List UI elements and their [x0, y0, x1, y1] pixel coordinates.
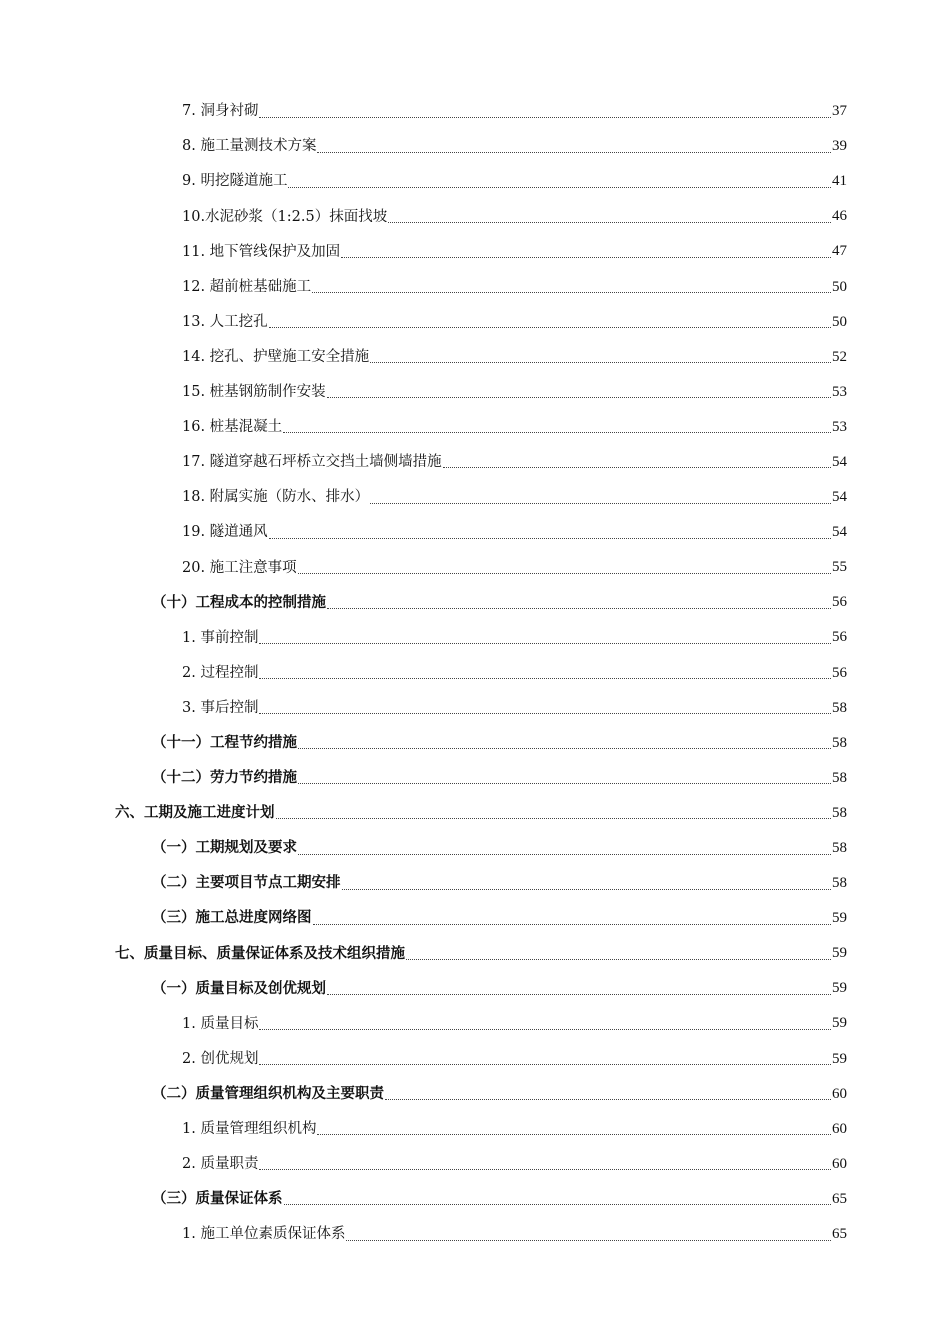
toc-page-number: 50 [832, 278, 847, 295]
toc-entry[interactable] [0, 726, 950, 761]
toc-page-number: 58 [832, 734, 847, 751]
toc-entry-title: 12. 超前桩基础施工 [182, 278, 312, 295]
toc-page-number: 46 [832, 208, 847, 225]
toc-page-number: 52 [832, 348, 847, 365]
toc-entry-title: 16. 桩基混凝土 [182, 419, 283, 436]
toc-page-number: 58 [832, 699, 847, 716]
toc-page-number: 56 [832, 664, 847, 681]
toc-entry[interactable] [0, 164, 950, 199]
toc-entry-title: （二）主要项目节点工期安排 [152, 874, 341, 892]
toc-dot-leader [406, 958, 831, 960]
toc-entry-title: （三）施工总进度网络图 [152, 909, 312, 927]
toc-page-number: 59 [832, 910, 847, 927]
toc-entry[interactable] [0, 656, 950, 691]
toc-entry-title: 14. 挖孔、护壁施工安全措施 [182, 348, 370, 365]
toc-page-number: 65 [832, 1226, 847, 1243]
toc-entry[interactable] [0, 410, 950, 445]
toc-entry[interactable] [0, 234, 950, 269]
toc-page-number: 59 [832, 945, 847, 962]
toc-page-number: 54 [832, 489, 847, 506]
toc-entry[interactable] [0, 340, 950, 375]
toc-entry[interactable] [0, 480, 950, 515]
toc-page-number: 37 [832, 103, 847, 120]
toc-entry-title: 15. 桩基钢筋制作安装 [182, 384, 326, 401]
toc-dot-leader [259, 1063, 831, 1065]
toc-page-number: 58 [832, 804, 847, 821]
toc-dot-leader [269, 537, 831, 539]
toc-entry-title: 2. 质量职责 [182, 1156, 259, 1173]
toc-entry[interactable] [0, 129, 950, 164]
toc-entry[interactable] [0, 761, 950, 796]
toc-dot-leader [259, 712, 831, 714]
toc-page-number: 58 [832, 840, 847, 857]
toc-entry[interactable] [0, 831, 950, 866]
toc-entry-title: （一）质量目标及创优规划 [152, 979, 326, 997]
toc-dot-leader [259, 1028, 831, 1030]
toc-page-number: 53 [832, 418, 847, 435]
toc-page-number: 50 [832, 313, 847, 330]
toc-entry[interactable] [0, 971, 950, 1006]
toc-entry-title: 7. 洞身衬砌 [182, 103, 259, 120]
toc-page-number: 54 [832, 524, 847, 541]
toc-entry-title: 七、质量目标、质量保证体系及技术组织措施 [115, 944, 405, 962]
toc-entry[interactable] [0, 269, 950, 304]
toc-dot-leader [298, 853, 831, 855]
toc-entry-title: 1. 事前控制 [182, 629, 259, 646]
toc-entry-title: 1. 质量管理组织机构 [182, 1121, 317, 1138]
toc-entry-title: 9. 明挖隧道施工 [182, 173, 288, 190]
toc-entry-title: 11. 地下管线保护及加固 [182, 243, 341, 260]
toc-page-number: 59 [832, 980, 847, 997]
toc-entry[interactable] [0, 866, 950, 901]
toc-dot-leader [259, 642, 831, 644]
toc-page-number: 60 [832, 1085, 847, 1102]
toc-page-number: 54 [832, 453, 847, 470]
toc-page-number: 60 [832, 1120, 847, 1137]
toc-entry-title: 8. 施工量测技术方案 [182, 138, 317, 155]
toc-entry-title: 1. 施工单位素质保证体系 [182, 1226, 346, 1243]
toc-entry[interactable] [0, 1217, 950, 1252]
toc-entry[interactable] [0, 1147, 950, 1182]
toc-entry[interactable] [0, 1006, 950, 1041]
toc-dot-leader [298, 572, 831, 574]
toc-entry-title: 2. 过程控制 [182, 664, 259, 681]
toc-dot-leader [342, 888, 832, 890]
toc-dot-leader [284, 1203, 832, 1205]
toc-entry[interactable] [0, 199, 950, 234]
toc-entry[interactable] [0, 585, 950, 620]
toc-page-number: 47 [832, 243, 847, 260]
toc-dot-leader [269, 326, 831, 328]
toc-entry-title: （二）质量管理组织机构及主要职责 [152, 1084, 384, 1102]
toc-entry-title: 13. 人工挖孔 [182, 313, 268, 330]
toc-entry[interactable] [0, 375, 950, 410]
toc-dot-leader [259, 677, 831, 679]
toc-dot-leader [388, 221, 831, 223]
toc-entry[interactable] [0, 620, 950, 655]
toc-page-number: 60 [832, 1155, 847, 1172]
table-of-contents [0, 94, 950, 1252]
toc-dot-leader [346, 1239, 831, 1241]
toc-entry-title: 10.水泥砂浆（1:2.5）抹面找坡 [182, 208, 388, 225]
toc-page-number: 59 [832, 1050, 847, 1067]
toc-entry[interactable] [0, 305, 950, 340]
toc-entry-title: （三）质量保证体系 [152, 1190, 283, 1208]
toc-entry[interactable] [0, 445, 950, 480]
toc-dot-leader [259, 1168, 831, 1170]
toc-dot-leader [313, 923, 832, 925]
toc-entry[interactable] [0, 550, 950, 585]
toc-page-number: 58 [832, 769, 847, 786]
toc-entry-title: 六、工期及施工进度计划 [115, 804, 275, 822]
toc-page-number: 56 [832, 629, 847, 646]
toc-dot-leader [283, 431, 831, 433]
toc-entry[interactable] [0, 1077, 950, 1112]
toc-entry[interactable] [0, 796, 950, 831]
toc-page-number: 56 [832, 594, 847, 611]
toc-entry[interactable] [0, 691, 950, 726]
toc-entry-title: 3. 事后控制 [182, 699, 259, 716]
toc-dot-leader [327, 396, 831, 398]
toc-entry-title: （十一）工程节约措施 [152, 733, 297, 751]
toc-dot-leader [317, 1133, 831, 1135]
toc-entry[interactable] [0, 901, 950, 936]
toc-page-number: 58 [832, 875, 847, 892]
toc-page-number: 55 [832, 559, 847, 576]
toc-entry[interactable] [0, 936, 950, 971]
toc-dot-leader [370, 502, 831, 504]
toc-page-number: 39 [832, 138, 847, 155]
toc-dot-leader [370, 361, 831, 363]
toc-dot-leader [443, 466, 831, 468]
toc-dot-leader [327, 607, 831, 609]
toc-dot-leader [385, 1098, 831, 1100]
toc-entry[interactable] [0, 1182, 950, 1217]
toc-dot-leader [298, 782, 831, 784]
toc-dot-leader [317, 151, 831, 153]
toc-dot-leader [341, 256, 831, 258]
toc-entry-title: 2. 创优规划 [182, 1050, 259, 1067]
toc-page-number: 53 [832, 383, 847, 400]
toc-entry[interactable] [0, 1042, 950, 1077]
toc-entry-title: 20. 施工注意事项 [182, 559, 297, 576]
toc-entry[interactable] [0, 1112, 950, 1147]
toc-entry-title: （一）工期规划及要求 [152, 839, 297, 857]
toc-dot-leader [288, 186, 831, 188]
toc-entry-title: 19. 隧道通风 [182, 524, 268, 541]
toc-entry-title: 18. 附属实施（防水、排水） [182, 489, 370, 506]
toc-entry-title: （十）工程成本的控制措施 [152, 593, 326, 611]
toc-entry-title: 17. 隧道穿越石坪桥立交挡土墙侧墙措施 [182, 454, 442, 471]
toc-page-number: 59 [832, 1015, 847, 1032]
toc-page-number: 65 [832, 1190, 847, 1207]
toc-entry[interactable] [0, 94, 950, 129]
toc-dot-leader [298, 747, 831, 749]
toc-entry[interactable] [0, 515, 950, 550]
toc-dot-leader [312, 291, 831, 293]
toc-entry-title: 1. 质量目标 [182, 1015, 259, 1032]
toc-entry-title: （十二）劳力节约措施 [152, 769, 297, 787]
toc-page-number: 41 [832, 173, 847, 190]
toc-dot-leader [259, 116, 831, 118]
toc-dot-leader [327, 993, 831, 995]
toc-dot-leader [276, 817, 832, 819]
